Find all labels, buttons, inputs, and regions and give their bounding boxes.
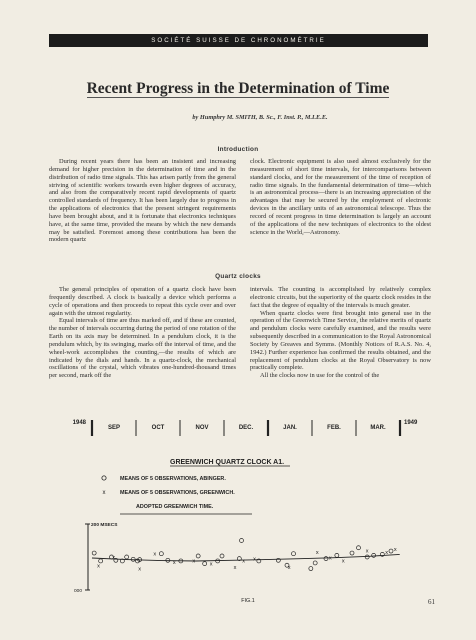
quartz-paragraph-3: intervals. The counting is accomplished by relatively complex electronic circuits, but the superiority of the quartz clock resides in the fact that the degree of equality of the intervals is much greater. bbox=[250, 286, 431, 309]
data-point-greenwich: x bbox=[393, 546, 397, 553]
year-end-label: 1949 bbox=[404, 420, 418, 426]
data-point-abinger bbox=[159, 552, 163, 556]
data-point-abinger bbox=[220, 554, 224, 558]
article-byline: by Humphry M. SMITH, B. Sc., F. Inst. P., M.I.E.E. bbox=[192, 114, 328, 121]
quartz-paragraph-5: All the clocks now in use for the control of the bbox=[260, 372, 380, 380]
section-heading-quartz-clocks: Quartz clocks bbox=[215, 273, 261, 280]
data-point-abinger bbox=[324, 557, 328, 561]
intro-paragraph-left: During recent years there has been an insistent and increasing demand for higher precision in the determination of time and in the distribution of radio time signals. This has arisen partly from the general striving of scientific workers towards even higher degrees of accuracy, and also from the comparatively recent rapid developments of quartz controlled standards of frequency. It has been largely due to progress in the applications of electronics that the present stringent requirements have been brought about, and it is fortunate that electronics techniques have, at the same time, provided the means by which the new demands may be satisfied. Foremost among these contributions has been the modern quartz bbox=[49, 158, 236, 244]
data-point-greenwich: x bbox=[209, 561, 213, 568]
data-point-abinger bbox=[350, 551, 354, 555]
quartz-paragraph-4: When quartz clocks were first brought into general use in the operation of the Greenwich Time Service, the relative merits of quartz and pendulum clocks were carefully examined, and the results were subsequently described in a communication to the Royal Astronomical Society by Greaves and Symms. (Monthly Notices of R.A.S. No. 4, 1942.) Further experience has confirmed the results obtained, and the replacement of pendulum clocks at the Royal Observatory is now practically complete. bbox=[250, 309, 431, 372]
data-point-abinger bbox=[309, 567, 313, 571]
data-point-abinger bbox=[292, 552, 296, 556]
month-label: OCT bbox=[151, 425, 165, 431]
data-point-greenwich: x bbox=[385, 550, 389, 557]
quartz-paragraph-2: Equal intervals of time are thus marked off, and if these are counted, the number of intervals occurring during the period of one rotation of the Earth on its axis may be determined. In a pendulum clock, it is the pendulum which, by its swinging, marks off the interval of time, and the wheel-work accomplishes the counting,—the results of which are indicated by the dials and hands. In a quartz-clock, the mechanical oscillations of the crystal, which vibrates one-hundred-thousand times per second, mark off the bbox=[49, 317, 236, 380]
data-point-abinger bbox=[389, 549, 393, 553]
data-point-greenwich: x bbox=[315, 550, 319, 557]
year-start-label: 1948 bbox=[72, 420, 86, 426]
data-point-greenwich: x bbox=[253, 556, 256, 563]
data-point-abinger bbox=[125, 555, 129, 559]
data-point-greenwich: x bbox=[233, 564, 237, 571]
chart-title: GREENWICH QUARTZ CLOCK A1. bbox=[170, 459, 285, 466]
data-point-greenwich: x bbox=[341, 558, 345, 565]
month-label: DEC. bbox=[238, 425, 254, 431]
data-point-abinger bbox=[335, 553, 339, 557]
data-point-greenwich: x bbox=[153, 551, 157, 558]
data-point-abinger bbox=[372, 553, 376, 557]
month-label: FEB. bbox=[327, 425, 341, 431]
legend-label: MEANS OF 5 OBSERVATIONS, ABINGER. bbox=[120, 476, 226, 482]
legend-marker-cross: x bbox=[102, 490, 106, 496]
data-point-abinger bbox=[92, 551, 96, 555]
month-label: NOV bbox=[195, 425, 209, 431]
data-point-greenwich: x bbox=[192, 558, 196, 565]
month-label: SEP bbox=[107, 425, 121, 431]
quartz-column-left bbox=[49, 286, 236, 380]
data-point-abinger bbox=[357, 546, 361, 550]
data-point-greenwich: x bbox=[172, 559, 176, 566]
data-point-greenwich: x bbox=[328, 555, 332, 562]
page-number: 61 bbox=[428, 598, 435, 606]
figure-1-chart bbox=[52, 412, 432, 604]
article-title-text: Recent Progress in the Determination of Time bbox=[86, 80, 390, 97]
y-tick-label-bottom: 000 bbox=[73, 589, 82, 594]
article-title bbox=[40, 80, 436, 98]
adopted-time-line bbox=[92, 551, 400, 561]
data-point-greenwich: x bbox=[138, 566, 142, 573]
chart-svg bbox=[52, 412, 432, 604]
data-point-greenwich: x bbox=[97, 563, 100, 570]
data-point-abinger bbox=[196, 554, 200, 558]
data-point-abinger bbox=[313, 561, 317, 565]
legend-label: MEANS OF 5 OBSERVATIONS, GREENWICH. bbox=[120, 490, 235, 496]
legend-marker-circle bbox=[102, 476, 106, 480]
intro-paragraph-right: clock. Electronic equipment is also used almost exclusively for the measurement of short time intervals, for intercomparisons between standard clocks, and for the measurement of the time of reception of radio time signals. In the fundamental determination of time—which is an astronomical process—there is an increasing appreciation of the advantages that may be secured by the employment of electronic devices in the ancillary units of an astronomical telescope. Thus the record of recent progress in time determination is largely an account of the applications of the new techniques of electronics to the oldest science in the World,—Astronomy. bbox=[250, 158, 431, 236]
data-point-greenwich: x bbox=[242, 558, 246, 565]
intro-column-right bbox=[250, 158, 431, 236]
journal-banner: SOCIÉTÉ SUISSE DE CHRONOMÉTRIE bbox=[49, 34, 428, 47]
data-point-greenwich: x bbox=[112, 555, 116, 561]
data-point-abinger bbox=[203, 562, 207, 566]
data-point-abinger bbox=[240, 539, 244, 543]
data-point-abinger bbox=[365, 555, 369, 559]
quartz-paragraph-1: The general principles of operation of a quartz clock have been frequently described. A clock is basically a device which performs a cycle of operations and then proceeds to repeat this cycle over and over again with the utmost regularity. bbox=[49, 286, 236, 317]
quartz-column-right bbox=[250, 286, 431, 380]
y-tick-label-top: 200 MSECS bbox=[91, 523, 118, 528]
intro-column-left bbox=[49, 158, 236, 244]
data-point-greenwich: x bbox=[365, 548, 369, 555]
legend-label: ADOPTED GREENWICH TIME. bbox=[136, 504, 214, 510]
section-heading-introduction: Introduction bbox=[217, 146, 259, 153]
figure-caption: FIG.1 bbox=[241, 598, 255, 604]
month-label: MAR. bbox=[370, 425, 386, 431]
data-point-greenwich: x bbox=[287, 564, 291, 571]
month-label: JAN. bbox=[283, 425, 297, 431]
